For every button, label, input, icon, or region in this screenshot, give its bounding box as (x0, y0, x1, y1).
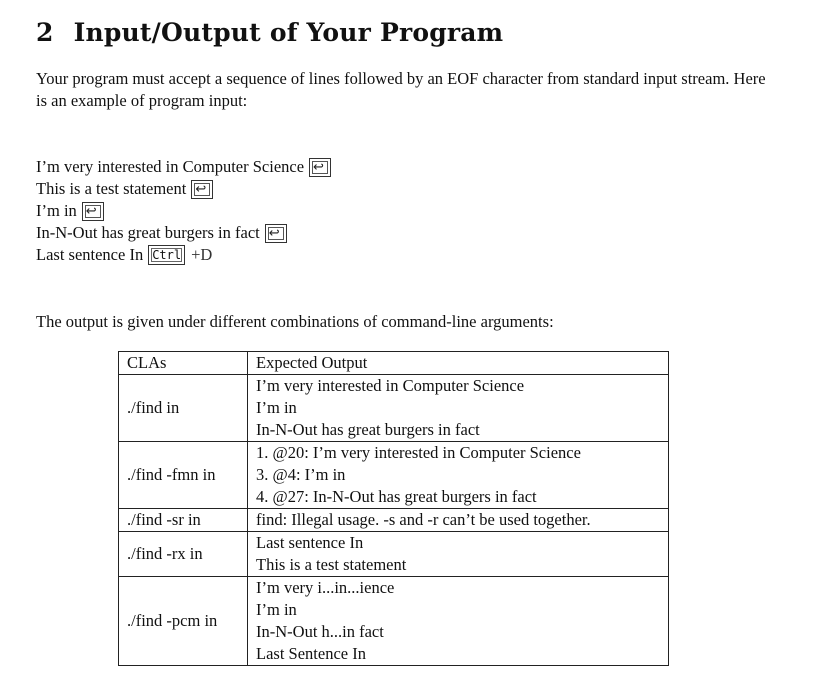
output-cell (248, 442, 669, 509)
cla-cell: ./find in (119, 375, 248, 442)
output-line: This is a test statement (256, 555, 407, 574)
table-row (119, 375, 669, 442)
cla-cell: ./find -sr in (119, 509, 248, 532)
table-row (119, 442, 669, 509)
output-cell (248, 375, 669, 442)
output-line: I’m in (256, 600, 297, 619)
table-row (119, 509, 669, 532)
column-header-clas: CLAs (119, 352, 248, 375)
cla-cell: ./find -pcm in (119, 577, 248, 666)
ctrl-key-icon: Ctrl (148, 245, 185, 265)
table-header-row (119, 352, 669, 375)
output-line: 4. @27: In-N-Out has great burgers in fact (256, 487, 537, 506)
output-line: find: Illegal usage. -s and -r can’t be used together. (256, 510, 591, 529)
output-cell (248, 577, 669, 666)
cla-cell: ./find -fmn in (119, 442, 248, 509)
output-cell (248, 509, 669, 532)
section-title: Input/Output of Your Program (73, 18, 504, 47)
output-line: Last Sentence In (256, 644, 366, 663)
table-row (119, 532, 669, 577)
example-input (36, 156, 331, 266)
enter-key-icon: ↩ (309, 158, 331, 177)
output-line: I’m very i...in...ience (256, 578, 395, 597)
output-intro-paragraph: The output is given under different combinations of command-line arguments: (36, 312, 554, 331)
input-line-text: Last sentence In (36, 245, 144, 264)
enter-key-icon: ↩ (265, 224, 287, 243)
input-line-text: I’m very interested in Computer Science (36, 157, 305, 176)
input-line-text: This is a test statement (36, 179, 187, 198)
intro-paragraph: Your program must accept a sequence of lines followed by an EOF character from standard input stream. Here is an example of program input: (36, 69, 766, 110)
column-header-expected-output: Expected Output (248, 352, 669, 375)
input-line (36, 200, 331, 222)
enter-key-icon: ↩ (82, 202, 104, 221)
input-line (36, 244, 331, 266)
input-line (36, 178, 331, 200)
output-line: In-N-Out h...in fact (256, 622, 384, 641)
cla-output-table (118, 351, 669, 666)
output-line: I’m very interested in Computer Science (256, 376, 525, 395)
section-number: 2 (36, 18, 54, 47)
output-line: 1. @20: I’m very interested in Computer Science (256, 443, 581, 462)
enter-key-icon: ↩ (191, 180, 213, 199)
section-heading (36, 18, 503, 47)
output-cell (248, 532, 669, 577)
output-line: 3. @4: I’m in (256, 465, 346, 484)
eof-suffix: +D (191, 245, 213, 264)
table-row (119, 577, 669, 666)
input-line-text: I’m in (36, 201, 77, 220)
input-line (36, 156, 331, 178)
output-line: In-N-Out has great burgers in fact (256, 420, 480, 439)
input-line (36, 222, 331, 244)
input-line-text: In-N-Out has great burgers in fact (36, 223, 260, 242)
cla-cell: ./find -rx in (119, 532, 248, 577)
output-line: Last sentence In (256, 533, 364, 552)
output-line: I’m in (256, 398, 297, 417)
